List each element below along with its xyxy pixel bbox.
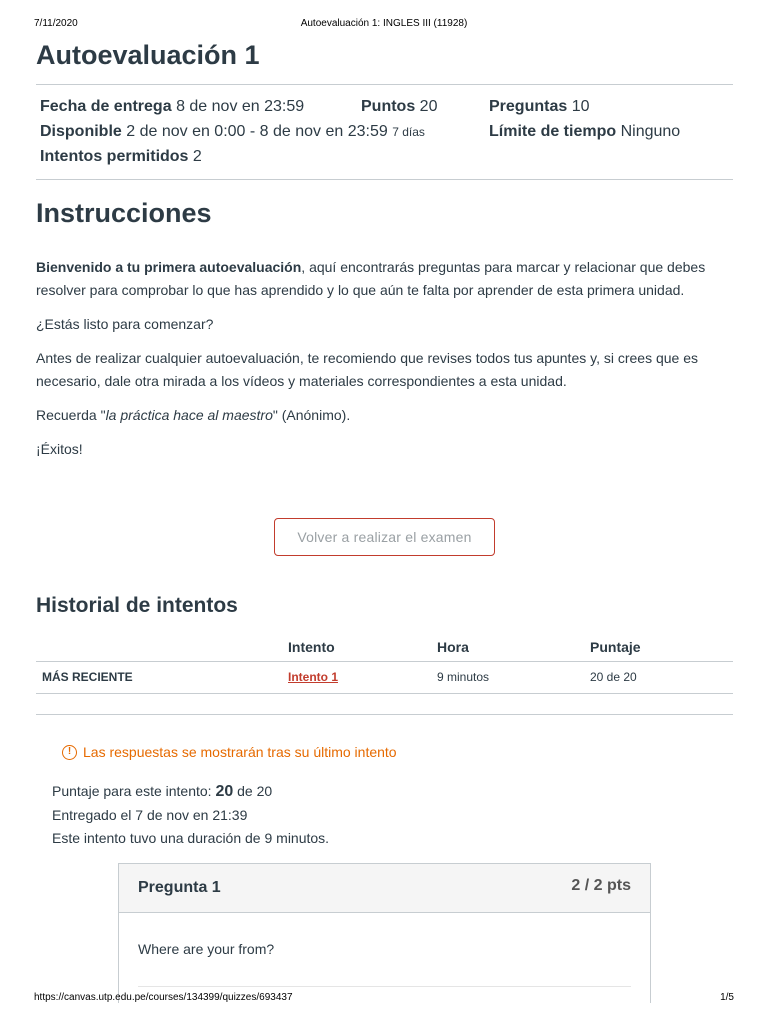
time-limit-value: Ninguno (620, 123, 681, 140)
print-footer (34, 992, 734, 1006)
attempt-time: 9 minutos (437, 670, 490, 684)
question-card (118, 863, 651, 1003)
column-header-attempt: Intento (288, 639, 335, 655)
question-header (119, 864, 650, 913)
quote-suffix: " (Anónimo). (272, 407, 351, 423)
allowed-attempts-value: 2 (192, 148, 202, 165)
divider (36, 714, 733, 715)
score-value: 20 (215, 783, 234, 800)
instructions-paragraph (36, 256, 736, 302)
page-title: Autoevaluación 1 (36, 40, 260, 70)
column-header-score: Puntaje (590, 639, 641, 655)
allowed-attempts (40, 144, 202, 169)
details-row (40, 119, 730, 144)
question-points: 2 / 2 pts (571, 877, 631, 894)
allowed-attempts-label: Intentos permitidos (40, 148, 189, 165)
due-date-label: Fecha de entrega (40, 98, 172, 115)
score-prefix: Puntaje para este intento: (52, 783, 216, 799)
score-suffix: de 20 (233, 783, 273, 799)
print-document-title: Autoevaluación 1: INGLES III (11928) (300, 18, 468, 29)
attempt-summary (52, 780, 329, 851)
question-text: Where are your from? (138, 941, 275, 957)
attempt-history-heading: Historial de intentos (36, 594, 238, 617)
availability-days: 7 días (392, 125, 425, 139)
table-row (36, 662, 733, 694)
print-url: https://canvas.utp.edu.pe/courses/134399/quizzes/693437 (34, 992, 293, 1003)
points-value: 20 (419, 98, 438, 115)
instructions-paragraph: ¡Éxitos! (36, 441, 83, 457)
duration-line: Este intento tuvo una duración de 9 minutos. (52, 830, 330, 846)
question-title: Pregunta 1 (138, 879, 221, 896)
warning-text: Las respuestas se mostrarán tras su último intento (83, 744, 397, 760)
attempt-history-table (36, 634, 733, 694)
submitted-line: Entregado el 7 de nov en 21:39 (52, 806, 248, 823)
answers-hidden-warning (62, 744, 397, 760)
instructions-paragraph: Antes de realizar cualquier autoevaluación, te recomiendo que revises todos tus apuntes y, si crees que es necesario, dale otra mirada a los vídeos y materiales correspondientes a esta unidad. (36, 350, 699, 389)
questions (489, 94, 590, 119)
retake-quiz-button[interactable]: Volver a realizar el examen (274, 518, 495, 556)
points-label: Puntos (361, 98, 416, 115)
attempt-score-line (52, 780, 329, 804)
instructions-heading: Instrucciones (36, 198, 212, 228)
availability-label: Disponible (40, 123, 122, 140)
print-date: 7/11/2020 (34, 18, 78, 29)
time-limit (489, 119, 680, 144)
instructions-text: , aquí encontrarás preguntas para marcar y relacionar que debes resolver para comprobar lo que has aprendido y lo que aún te falta por aprender de esta primera unidad. (36, 259, 706, 298)
due-date (40, 94, 304, 119)
quote-text: la práctica hace al maestro (105, 407, 273, 423)
print-header (34, 18, 734, 32)
details-row (40, 144, 730, 169)
table-header (36, 634, 733, 662)
welcome-text: Bienvenido a tu primera autoevaluación (36, 259, 302, 275)
instructions-body (36, 256, 736, 472)
divider (138, 986, 631, 987)
quiz-details (40, 94, 730, 169)
availability (40, 119, 425, 145)
instructions-paragraph: ¿Estás listo para comenzar? (36, 316, 214, 332)
time-limit-label: Límite de tiempo (489, 123, 617, 140)
due-date-value: 8 de nov en 23:59 (176, 98, 305, 115)
print-page-number: 1/5 (720, 992, 734, 1003)
details-row (40, 94, 730, 119)
warning-icon: ! (62, 745, 77, 760)
divider (36, 179, 733, 180)
divider (36, 84, 733, 85)
attempt-cell (288, 670, 338, 684)
most-recent-label: MÁS RECIENTE (42, 670, 133, 684)
quote-prefix: Recuerda " (36, 407, 106, 423)
questions-value: 10 (571, 98, 590, 115)
attempt-link[interactable]: Intento 1 (288, 670, 338, 684)
points (361, 94, 437, 119)
column-header-time: Hora (437, 639, 469, 655)
availability-value: 2 de nov en 0:00 - 8 de nov en 23:59 (126, 123, 388, 140)
questions-label: Preguntas (489, 98, 568, 115)
attempt-score: 20 de 20 (590, 670, 637, 684)
instructions-paragraph (36, 404, 736, 427)
